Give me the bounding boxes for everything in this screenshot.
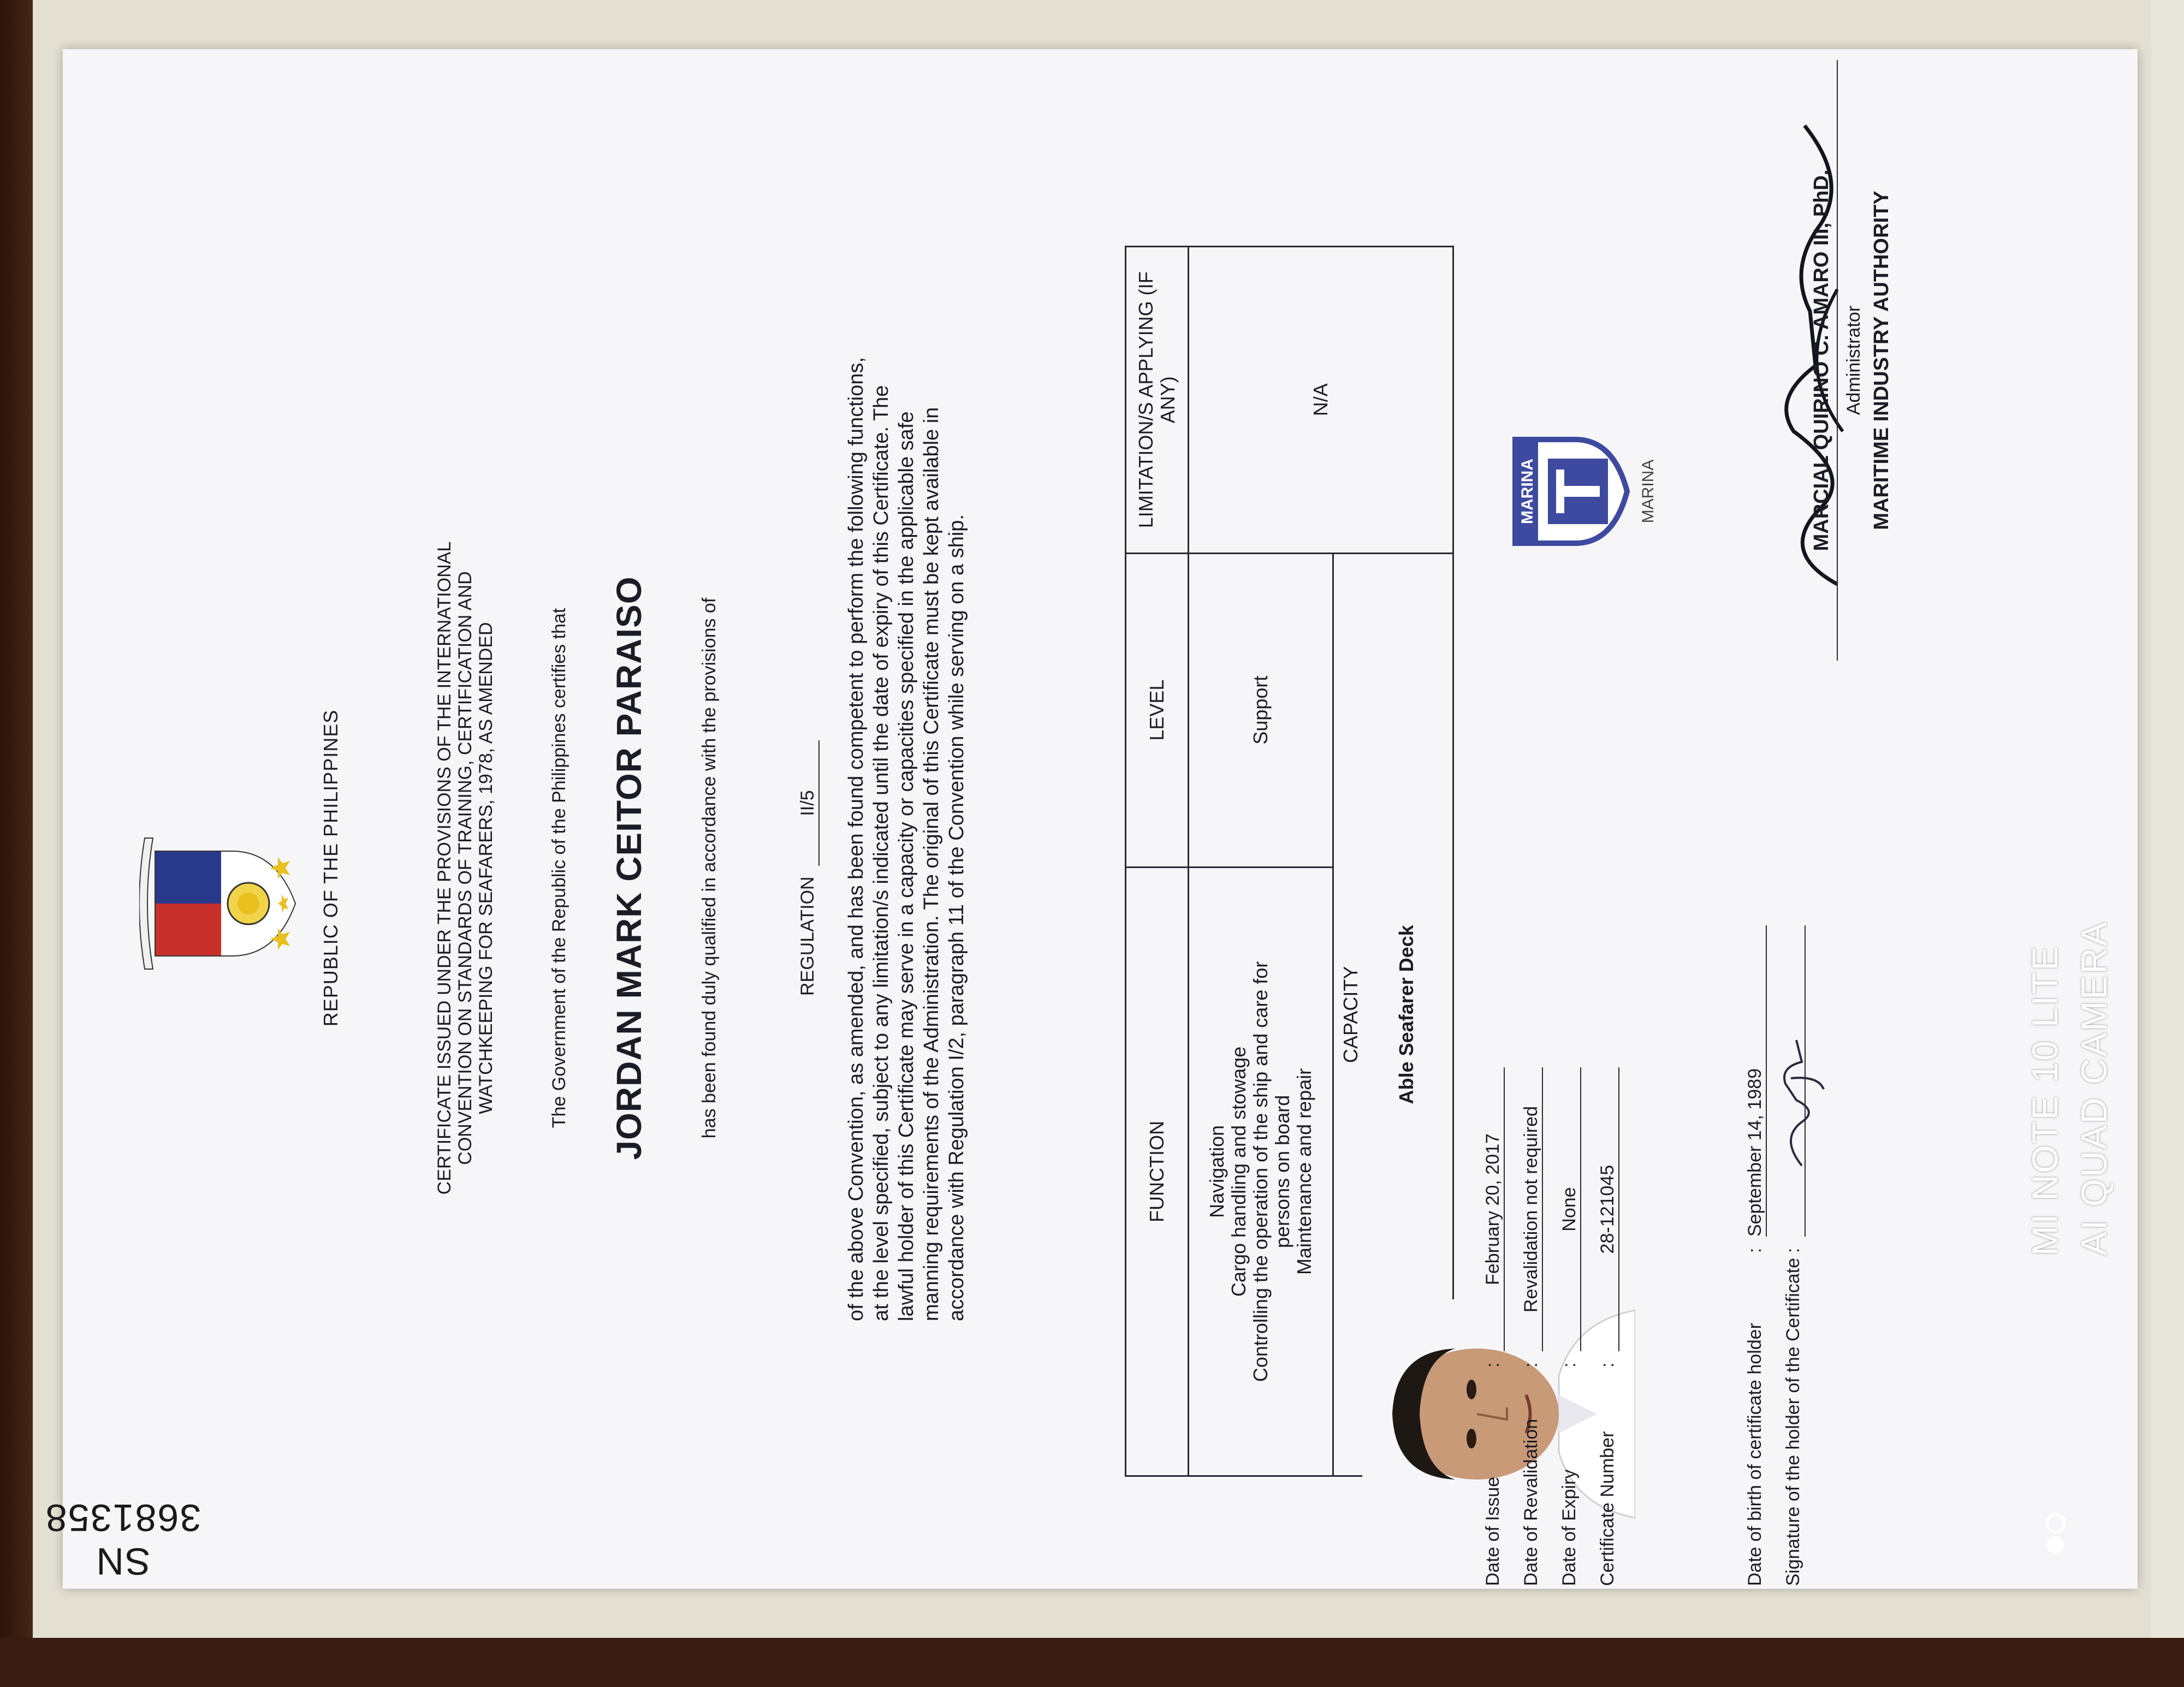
regulation-line <box>797 49 820 1687</box>
birth-date-row: Date of birth of certificate holder : September 14, 1989 <box>1744 712 1783 1586</box>
detail-row-issue: Date of Issue : February 20, 2017 <box>1482 1040 1521 1586</box>
holder-info <box>1744 712 1821 1586</box>
level-header: LEVEL <box>1126 553 1189 867</box>
level-value: Support <box>1189 553 1333 867</box>
detail-label: Certificate Number <box>1597 1431 1618 1586</box>
holder-name: JORDAN MARK CEITOR PARAISO <box>609 576 649 1160</box>
holder-signature-row: Signature of the holder of the Certificate : <box>1783 712 1821 1586</box>
camera-type: AI QUAD CAMERA <box>2074 920 2114 1256</box>
body-line-3: lawful holder of this Certificate may serve in a capacity or capacities specified in the applicable safe <box>895 411 918 1321</box>
detail-value: Revalidation not required <box>1521 1067 1543 1351</box>
capacity-header: CAPACITY <box>1339 966 1362 1063</box>
country-heading: REPUBLIC OF THE PHILIPPINES <box>319 709 342 1027</box>
title-line-2: CONVENTION ON STANDARDS OF TRAINING, CERTIFICATION AND <box>455 571 476 1165</box>
body-line-5: accordance with Regulation I/2, paragraph 11 of the Convention while serving on a ship. <box>945 514 968 1321</box>
capacity-value: Able Seafarer Deck <box>1395 925 1417 1104</box>
regulation-label: REGULATION <box>797 876 818 996</box>
detail-value: None <box>1559 1067 1581 1351</box>
title-line-1: CERTIFICATE ISSUED UNDER THE PROVISIONS OF THE INTERNATIONAL <box>434 541 455 1195</box>
signatory-name: MARCIAL QUIRINO C. AMARO III, PhD. <box>1810 60 1838 661</box>
signatory-block <box>1810 60 1894 661</box>
certificate-content <box>63 49 2184 1687</box>
camera-lens-icon <box>2034 1512 2078 1556</box>
function-list <box>1189 867 1333 1476</box>
function-table <box>1125 246 1454 1477</box>
detail-row-expiry: Date of Expiry : None <box>1559 1040 1597 1586</box>
camera-model: MI NOTE 10 LITE <box>2025 945 2065 1256</box>
function-item: Cargo handling and stowage <box>1227 1046 1250 1297</box>
qualified-text: has been found duly qualified in accordance with the provisions of <box>699 597 720 1139</box>
body-line-1: of the above Convention, as amended, and has been found competent to perform the following functions, <box>845 357 868 1321</box>
certificate-title <box>434 49 496 1687</box>
body-line-4: manning requirements of the Administration. The original of this Certificate must be kept available in <box>920 407 943 1321</box>
intro-text: The Government of the Republic of the Philippines certifies that <box>549 608 569 1128</box>
function-item: Controlling the operation of the ship and care for <box>1249 961 1272 1382</box>
certificate-body <box>844 338 969 1321</box>
detail-value: 28-121045 <box>1597 1067 1619 1351</box>
marina-caption: MARINA <box>1639 459 1657 524</box>
function-item: persons on board <box>1271 1095 1293 1248</box>
title-line-3: WATCHKEEPING FOR SEAFARERS, 1978, AS AMENDED <box>476 622 496 1114</box>
detail-label: Date of Expiry <box>1559 1469 1580 1586</box>
detail-row-revalidation: Date of Revalidation : Revalidation not required <box>1521 1040 1559 1586</box>
philippine-coat-of-arms-icon <box>139 835 303 972</box>
detail-value: February 20, 2017 <box>1482 1067 1505 1351</box>
birth-label: Date of birth of certificate holder <box>1744 1323 1765 1586</box>
marina-logo-icon <box>1504 429 1657 554</box>
certificate-sheet <box>63 49 2138 1589</box>
marina-logo-text: MARINA <box>1518 459 1536 524</box>
function-item: Navigation <box>1206 1125 1228 1218</box>
limitations-value: N/A <box>1189 247 1453 554</box>
birth-value: September 14, 1989 <box>1744 925 1767 1237</box>
body-line-2: at the level specified, subject to any limitation/s indicated until the date of expiry of this Certificate. The <box>870 385 893 1321</box>
camera-watermark <box>2020 920 2118 1256</box>
function-header: FUNCTION <box>1126 867 1189 1476</box>
serial-number: SN 3681358 <box>44 1496 201 1583</box>
function-item: Maintenance and repair <box>1293 1068 1315 1275</box>
signatory-agency: MARITIME INDUSTRY AUTHORITY <box>1870 191 1893 530</box>
limitations-header: LIMITATION/S APPLYING (IF ANY) <box>1126 247 1189 554</box>
detail-label: Date of Issue <box>1482 1476 1503 1586</box>
holder-signature-icon <box>1769 1029 1835 1171</box>
regulation-value: II/5 <box>797 740 820 866</box>
detail-row-number: Certificate Number : 28-121045 <box>1597 1040 1635 1586</box>
detail-label: Date of Revalidation <box>1521 1418 1541 1586</box>
holder-signature-label: Signature of the holder of the Certificate <box>1783 1257 1803 1586</box>
signatory-title: Administrator <box>1843 305 1864 415</box>
certificate-details <box>1482 1040 1635 1586</box>
